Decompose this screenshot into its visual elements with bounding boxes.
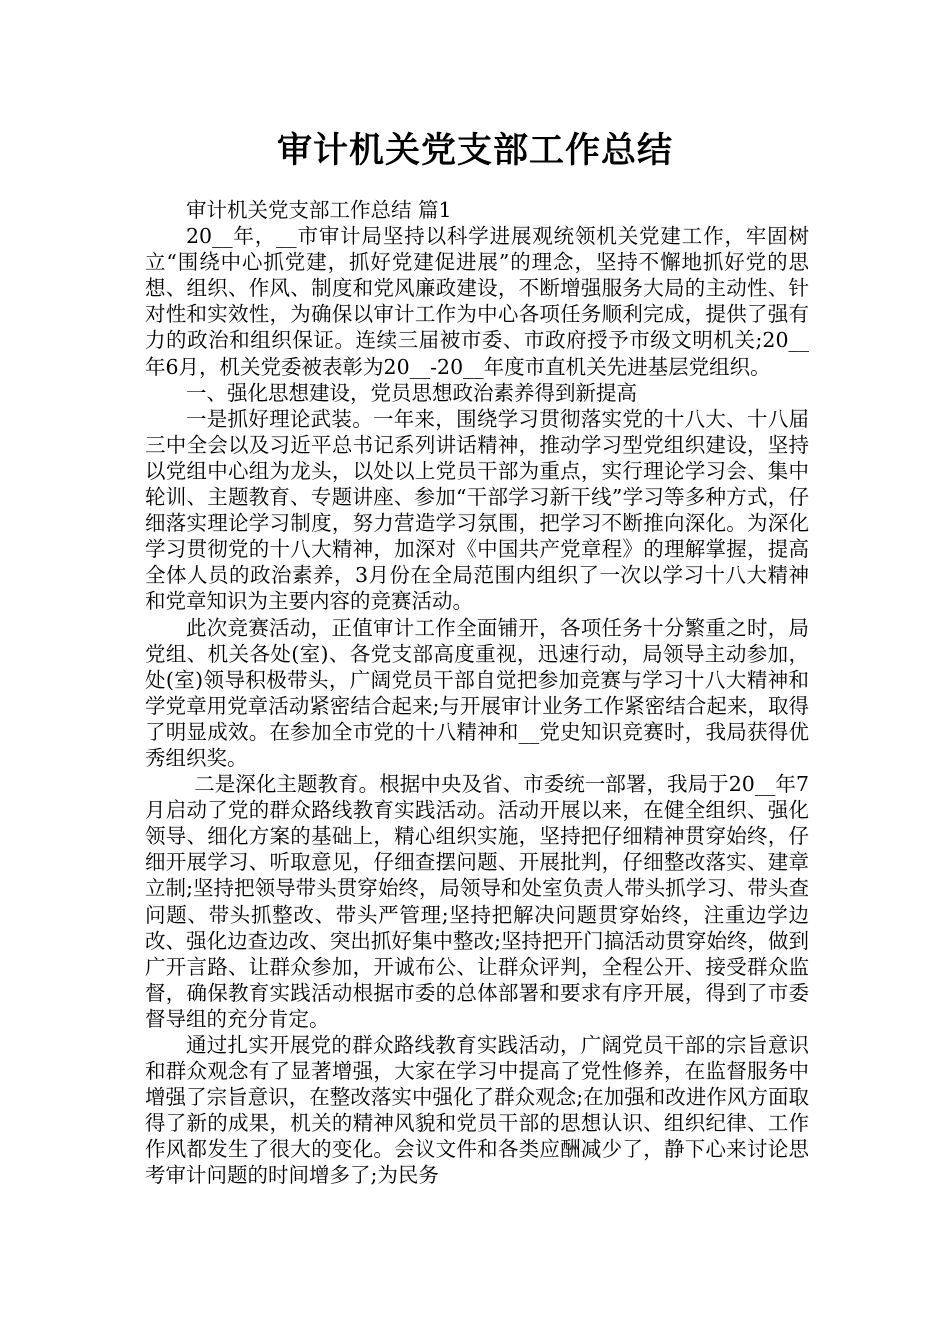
section-heading-1: 一、强化思想建设，党员思想政治素养得到新提高 xyxy=(186,380,637,405)
document-body xyxy=(145,197,809,1189)
paragraph-practice-results: 通过扎实开展党的群众路线教育实践活动，广阔党员干部的宗旨意识和群众观念有了显著增强，大家在学习中提高了党性修养，在监督服务中增强了宗旨意识，在整改落实中强化了群众观念;在加强和改进作风方面取得了新的成果，机关的精神风貌和党员干部的思想认识、组织纪律、工作作风都发生了很大的变化。会议文件和各类应酬减少了，静下心来讨论思考审计问题的时间增多了;为民务 xyxy=(145,1033,809,1188)
section-heading-part-1: 审计机关党支部工作总结 篇1 xyxy=(186,198,452,222)
document-title: 审计机关党支部工作总结 xyxy=(276,131,673,171)
paragraph-theory-study: 一是抓好理论武装。一年来，围绕学习贯彻落实党的十八大、十八届三中全会以及习近平总书记系列讲话精神，推动学习型党组织建设，坚持以党组中心组为龙头，以处以上党员干部为重点，实行理论学习会、集中轮训、主题教育、专题讲座、参加“干部学习新干线”学习等多种方式，仔细落实理论学习制度，努力营造学习氛围，把学习不断推向深化。为深化学习贯彻党的十八大精神，加深对《中国共产党章程》的理解掌握，提高全体人员的政治素养，3月份在全局范围内组织了一次以学习十八大精神和党章知识为主要内容的竞赛活动。 xyxy=(145,406,809,614)
paragraph-competition: 此次竞赛活动，正值审计工作全面铺开，各项任务十分繁重之时，局党组、机关各处(室)、各党支部高度重视，迅速行动，局领导主动参加，处(室)领导积极带头，广阔党员干部自觉把参加竞赛与学习十八大精神和学党章用党章活动紧密结合起来;与开展审计业务工作紧密结合起来，取得了明显成效。在参加全市党的十八精神和__党史知识竞赛时，我局获得优秀组织奖。 xyxy=(145,615,809,770)
paragraph-theme-education: 二是深化主题教育。根据中央及省、市委统一部署，我局于20__年7月启动了党的群众路线教育实践活动。活动开展以来，在健全组织、强化领导、细化方案的基础上，精心组织实施，坚持把仔细精神贯穿始终，仔细开展学习、听取意见，仔细查摆问题、开展批判，仔细整改落实、建章立制;坚持把领导带头贯穿始终，局领导和处室负责人带头抓学习、带头查问题、带头抓整改、带头严管理;坚持把解决问题贯穿始终，注重边学边改、强化边查边改、突出抓好集中整改;坚持把开门搞活动贯穿始终，做到广开言路、让群众参加，开诚布公、让群众评判，全程公开、接受群众监督，确保教育实践活动根据市委的总体部署和要求有序开展，得到了市委督导组的充分肯定。 xyxy=(145,772,809,1031)
paragraph-intro: 20__年，__市审计局坚持以科学进展观统领机关党建工作，牢固树立“围绕中心抓党建，抓好党建促进展”的理念，坚持不懈地抓好党的思想、组织、作风、制度和党风廉政建设，不断增强服务大局的主动性、针对性和实效性，为确保以审计工作为中心各项任务顺利完成，提供了强有力的政治和组织保证。连续三届被市委、市政府授予市级文明机关;20__年6月，机关党委被表彰为20__-20__年度市直机关先进基层党组织。 xyxy=(145,224,809,379)
